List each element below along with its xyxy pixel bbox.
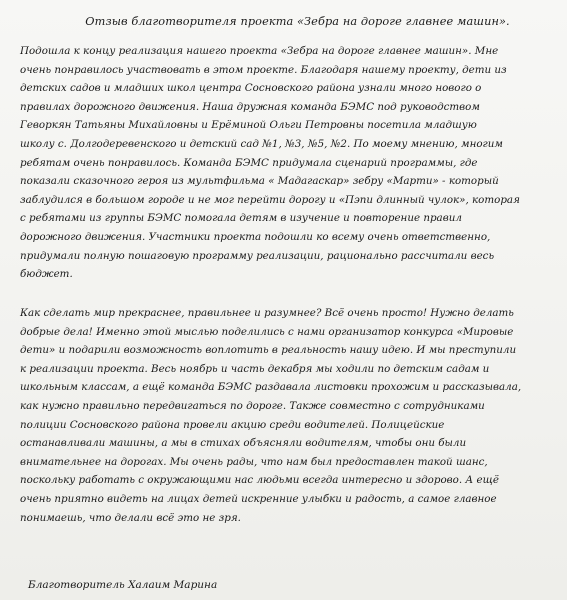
paragraph-2-line: дети» и подарили возможность воплотить в реальность нашу идею. И мы преступили — [20, 344, 517, 357]
paragraph-1-line: школу с. Долгодеревенского и детский сад №1, №3, №5, №2. По моему мнению, многим — [20, 137, 503, 150]
paragraph-1-line: заблудился в большом городе и не мог перейти дорогу и «Пэпи длинный чулок», которая — [20, 193, 520, 206]
paragraph-2-line: останавливали машины, а мы в стихах объясняли водителям, чтобы они были — [20, 437, 467, 450]
paragraph-2-line: школьным классам, а ещё команда БЭМС раздавала листовки прохожим и рассказывала, — [20, 381, 522, 394]
signature-line: Благотворитель Халаим Марина — [28, 579, 218, 591]
paragraph-1-line: дорожного движения. Участники проекта подошли ко всему очень ответственно, — [20, 230, 491, 243]
document-title: Отзыв благотворителя проекта «Зебра на дороге главнее машин». — [85, 15, 510, 28]
paragraph-2-line: полиции Сосновского района провели акцию среди водителей. Полицейские — [20, 418, 445, 431]
paragraph-1-line: Геворкян Татьяны Михайловны и Ерёминой Ольги Петровны посетила младшую — [20, 119, 477, 132]
paragraph-1-line: очень понравилось участвовать в этом проекте. Благодаря нашему проекту, дети из — [20, 63, 507, 76]
paragraph-1-line: бюджет. — [20, 268, 73, 281]
paragraph-1-line: показали сказочного героя из мультфильма « Мадагаскар» зебру «Марти» - который — [20, 175, 499, 188]
paragraph-1-line: правилах дорожного движения. Наша дружная команда БЭМС под руководством — [20, 100, 480, 113]
paragraph-1-line: придумали полную пошаговую программу реализации, рационально рассчитали весь — [20, 249, 495, 262]
paragraph-1-line: с ребятами из группы БЭМС помогала детям в изучение и повторение правил — [20, 212, 462, 225]
paragraph-2 — [20, 304, 560, 527]
paragraph-2-line: очень приятно видеть на лицах детей искренние улыбки и радость, а самое главное — [20, 492, 497, 505]
paragraph-2-line: как нужно правильно передвигаться по дороге. Также совместно с сотрудниками — [20, 399, 485, 412]
paragraph-1-line: Подошла к концу реализация нашего проекта «Зебра на дороге главнее машин». Мне — [20, 45, 499, 57]
paragraph-1-line: детских садов и младших школ центра Сосновского района узнали много нового о — [20, 82, 482, 95]
paragraph-2-line: понимаешь, что делали всё это не зря. — [20, 511, 241, 524]
paragraph-1-line: ребятам очень понравилось. Команда БЭМС придумала сценарий программы, где — [20, 156, 478, 169]
paragraph-2-line: добрые дела! Именно этой мыслью поделились с нами организатор конкурса «Мировые — [20, 325, 514, 338]
paragraph-2-line: к реализации проекта. Весь ноябрь и часть декабря мы ходили по детским садам и — [20, 362, 490, 375]
paragraph-2-line: поскольку работать с окружающими нас людьми всегда интересно и здорово. А ещё — [20, 474, 499, 487]
paragraph-2-line: Как сделать мир прекраснее, правильнее и разумнее? Всё очень просто! Нужно делать — [20, 307, 514, 319]
paragraph-2-line: внимательнее на дорогах. Мы очень рады, что нам был предоставлен такой шанс, — [20, 455, 488, 468]
paragraph-1 — [20, 42, 560, 284]
